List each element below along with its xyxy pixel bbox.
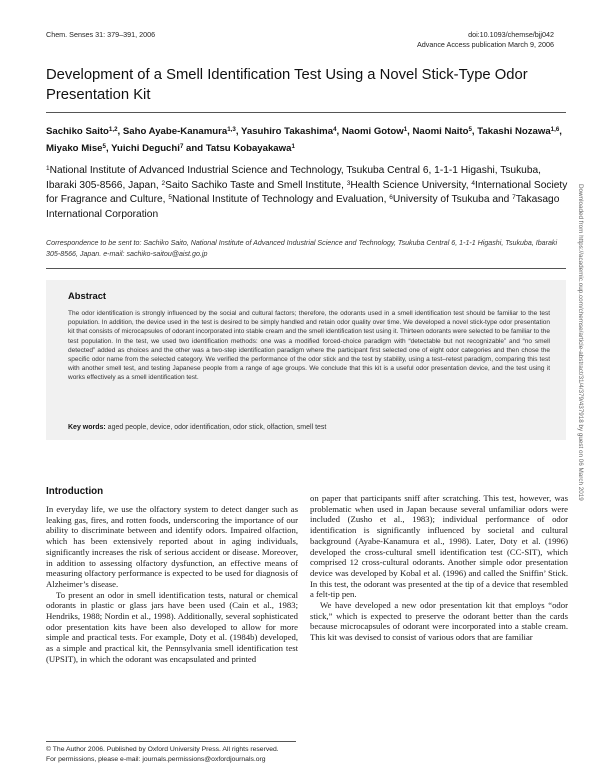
author: Yuichi Deguchi$^7$ and [111,143,206,154]
correspondence-note: Correspondence to be sent to: Sachiko Saito, National Institute of Advanced Industrial Science and Technology, Tsukuba Central 6, 1-1-1 Higashi, Tsukuba, Ibaraki 305-8566, Japan. e-mail: sachiko-saitou@aist.go.jp [46,239,558,258]
copyright-text: © The Author 2006. Published by Oxford University Press. All rights reserved. [46,746,279,753]
footer-notice [46,745,279,764]
body-column-right [310,493,568,643]
abstract-heading: Abstract [68,290,107,301]
author: Naomi Naito$^5$, [412,126,478,137]
introduction-heading: Introduction [46,486,104,497]
author: Tatsu Kobayakawa$^1$ [205,143,295,154]
permissions-text[interactable]: For permissions, please e-mail: journals.permissions@oxfordjournals.org [46,755,266,763]
paragraph: To present an odor in smell identification tests, natural or chemical odorants in plastic or glass jars have been used (Cain et al., 1983; Hendriks, 1988; Nordin et al., 1998). Additionally, several sophisticated odor presentation kits have been also developed to allow for more simple and practical tests. For example, Doty et al. (1984b) developed, as a simple and practical kit, the Pennsylvania smell identification test (UPSIT), in which the odorant was encapsulated and printed [46,589,298,664]
author-list [46,123,571,157]
keywords-line [68,424,550,431]
footer-divider [46,741,296,742]
section-divider [46,268,566,269]
author: Saho Ayabe-Kanamura$^{1,3}$, [122,126,241,137]
download-note: Downloaded from https://academic.oup.com/chemse/article-abstract/31/4/379/437918 by guest on 06 March 2019 [577,184,584,501]
author: Sachiko Saito$^{1,2}$, [46,126,123,137]
author: Miyako Mise$^5$, [46,143,112,154]
keywords-label: Key words: [68,424,106,431]
advance-access-text: Advance Access publication March 9, 2006 [416,39,554,49]
article-title: Development of a Smell Identification Test Using a Novel Stick-Type Odor Presentation Kit [46,67,528,103]
affiliations: $^1$National Institute of Advanced Industrial Science and Technology, Tsukuba Central 6, 1-1-1 Higashi, Tsukuba, Ibaraki 305-8566, Japan, $^2$Saito Sachiko Taste and Smell Institute, $^3$Health Science University, $^4$International Society for Fragrance and Culture, $^5$National Institute of Technology and Evaluation, $^6$University of Tsukuba and $^7$Takasago International Corporation [46,165,568,220]
doi-text[interactable]: doi:10.1093/chemse/bjj042 [468,30,554,39]
body-column-left [46,504,298,665]
author: Takashi Nozawa$^{1,6}$, [477,126,562,137]
keywords-list: aged people, device, odor identification, odor stick, olfaction, smell test [105,424,327,431]
paragraph: We have developed a new odor presentation kit that employs “odor stick,” which is expected to preserve the odorant better than the cards because microcapsules of odorant were incorporated into a stable cream. This kit was devised to consist of various odors that are familiar [310,600,568,643]
paragraph: In everyday life, we use the olfactory system to detect danger such as leaking gas, fires, and rotten foods, underscoring the importance of our ability to discriminate between and identify odors. Impaired olfaction, which has been extensively reported about in aging individuals, significantly increases the risk of serious accident or disease. Moreover, in addition to assessing olfactory dysfunction, an effective means of measuring olfactory performance is expected to be used for diagnosis of Alzheimer’s disease. [46,504,298,589]
journal-citation: Chem. Senses 31: 379–391, 2006 [46,30,156,39]
title-divider [46,112,566,113]
author: Yasuhiro Takashima$^4$, [240,126,342,137]
abstract-text: The odor identification is strongly influenced by the social and cultural factors; therefore, the odorants used in a smell identification test should be familiar to the test population. In addition, the device used in the test is desired to be simply handled and retain odor quality over time. We developed a novel stick-type odor presentation kit that consists of microcapsules of odorant incorporated into stable cream and the smell identification test using it. Thirteen odorants were selected to be familiar to the test population. In the test, we used two identification methods: one was a modified forced-choice paradigm with “detectable but not recognizable” and “no smell detected” added as choices and the other was a two-step identification paradigm where the participant first selected one of eight odor categories and then chose the specific odor name from the selected category. We verified the performance of the odor stick and the test by stability, using a test–retest paradigm, comparing this test with another smell test, and testing Japanese people from a range of age groups. We conclude that this kit is a useful odor presentation device, and the test using it works effectively as a smell identification test. [68,310,550,382]
paragraph: on paper that participants sniff after scratching. This test, however, was problematic when used in Japan because several unfamiliar odors were included (Zusho et al., 1983); individual performance of odor identification is significantly influenced by societal and cultural background (Ayabe-Kanamura et al., 1998). Later, Doty et al. (1996) developed the cross-cultural smell identification test (CC-SIT), which comprised 12 cross-cultural odorants. Another simple odor presentation device was developed by Kobal et al. (1996) and called the Sniffin’ Stick. In this test, the odorant was presented at the tip of a device that resembled a felt-tip pen. [310,493,568,600]
author: Naomi Gotow$^1$, [341,126,413,137]
download-watermark [577,184,589,584]
